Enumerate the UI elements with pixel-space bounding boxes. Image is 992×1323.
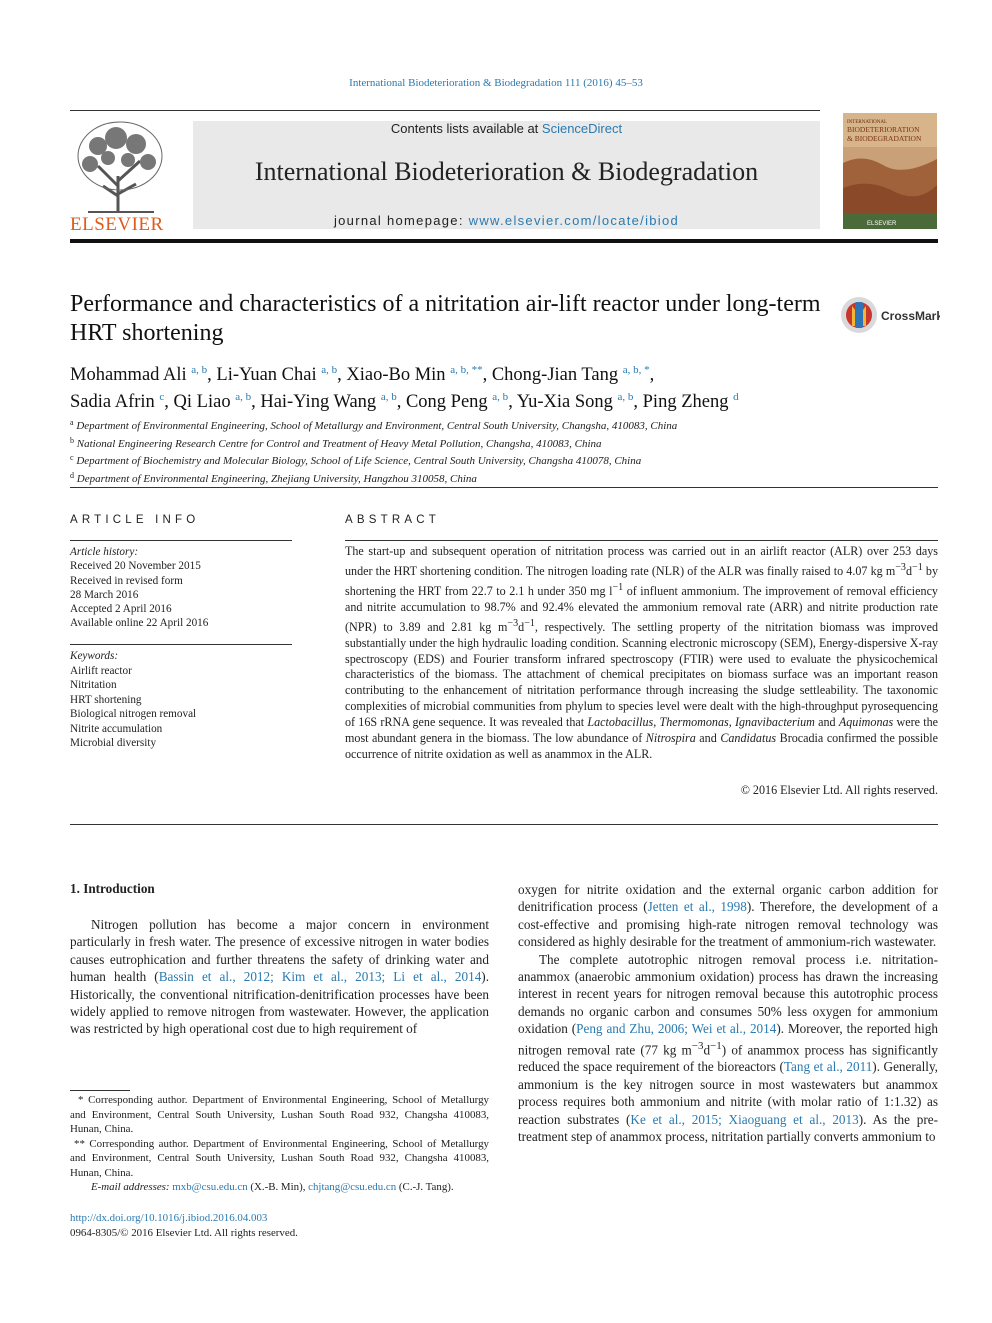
keywords-label: Keywords: xyxy=(70,650,119,662)
intro-right-column xyxy=(518,881,938,1145)
paragraph: oxygen for nitrite oxidation and the external organic carbon addition for denitrification process (Jetten et al., 1998). Therefore, the development of a cost-effective and promising high-rate nitrogen removal technology was considered as highly desirable for the treatment of ammonium-rich wastewater. xyxy=(518,882,938,950)
author-name[interactable]: Sadia Afrin xyxy=(70,392,155,412)
crossmark-badge[interactable] xyxy=(840,296,940,336)
paragraph: The complete autotrophic nitrogen removal process i.e. nitritation-anammox (anaerobic ammonium oxidation) process has drawn the increasing interest in recent years for nitrogen removal because this autotrophic process demands no organic carbon and consumes 50% less oxygen for ammonium oxidation (Peng and Zhu, 2006; Wei et al., 2014). Moreover, the reported high nitrogen removal rate (77 kg $m^{-3}d^{-1}$) of anammox process has significantly reduced the space requirement of the bioreactors (Tang et al., 2011). Generally, ammonium is the key nitrogen source in most wastewaters but anammox process requires both ammonium and nitrite (with molar ratio of 1:1.32) as reaction substrates (Ke et al., 2015; Xiaoguang et al., 2013). As the pre-treatment step of anammox process, nitritation partially converts ammonium to xyxy=(518,951,938,1145)
keyword-item: Nitritation xyxy=(70,679,117,691)
abstract-heading: ABSTRACT xyxy=(345,514,440,526)
affiliation-key: c xyxy=(70,453,74,463)
affiliation-text: Department of Biochemistry and Molecular Biology, School of Life Science, Central South University, Changsha 410078, China xyxy=(76,455,642,468)
top-rule xyxy=(70,110,820,111)
history-item: 28 March 2016 xyxy=(70,588,139,601)
affiliation-list xyxy=(70,416,938,486)
author-name[interactable]: Cong Peng xyxy=(405,392,488,412)
issn-line: 0964-8305/© 2016 Elsevier Ltd. All rights reserved. xyxy=(70,1227,298,1239)
author-name[interactable]: Hai-Ying Wang xyxy=(260,392,377,412)
author-line-2: Sadia Afrin $^c$, Qi Liao $^{a, b}$, Hai-Ying Wang $^{a, b}$, Cong Peng $^{a, b}$, Yu-Xia Song $^{a, b}$, Ping Zheng $^d$ xyxy=(70,391,739,412)
citation-link[interactable]: Ke et al., 2015; Xiaoguang et al., 2013 xyxy=(630,1111,859,1127)
journal-title: International Biodeterioration & Biodegradation xyxy=(254,157,759,186)
author-affil[interactable]: a, b xyxy=(191,364,208,376)
section-heading-introduction: 1. Introduction xyxy=(70,881,155,896)
doi-block xyxy=(70,1211,298,1241)
abstract-text: The start-up and subsequent operation of nitritation process was carried out in an airlift reactor (ALR) over 253 days under the HRT shortening condition. The nitrogen loading rate (NLR) of the ALR was finally raised to 4.07 kg $m^{-3}d^{-1}$ by shortening the HRT from 22.7 to 2.1 h under 350 mg $l^{-1}$ of influent ammonium. The improvement of removal efficiency and nitrite accumulation to 98.7% and 92.4% elevated the ammonium removal rate (ARR) and nitrite production rate (NPR) to 3.89 and 2.81 kg $m^{-3}d^{-1}$, respectively. The settling property of the nitritation biomass was improved substantially under the high hydraulic loading condition. Scanning electronic microscopy (SEM), Energy-dispersive X-ray spectroscopy (EDS) and Fourier transform infrared spectroscopy (FTIR) were used to evaluate the physicochemical characteristics of the biomass. The attachment of chemical precipitates on biomass surface was an important reason contributing to the enhancement of nitritation performance through increasing the sludge settleability. The taxonomic complexities of microbial communities from phylum to species level were dealt with the high-throughput pyrosequencing of 16S rRNA gene sequence. It was revealed that Lactobacillus, Thermomonas, Ignavibacterium and Aquimonas were the most abundant genera in the biomass. The low abundance of Nitrospira and Candidatus Brocadia confirmed the possible occurrence of nitrite oxidation as well as anammox in the ALR. xyxy=(345,544,939,761)
homepage-line xyxy=(193,213,820,228)
abstract-copyright: © 2016 Elsevier Ltd. All rights reserved. xyxy=(740,783,938,797)
doi-link[interactable]: http://dx.doi.org/10.1016/j.ibiod.2016.04.003 xyxy=(70,1212,268,1224)
elsevier-logo[interactable] xyxy=(68,116,172,234)
history-label: Article history: xyxy=(70,546,139,558)
contents-prefix: Contents lists available at xyxy=(390,121,542,136)
author-name[interactable]: Qi Liao xyxy=(173,392,231,412)
keyword-item: HRT shortening xyxy=(70,693,142,706)
history-item: Received 20 November 2015 xyxy=(70,560,201,573)
citation-link[interactable]: Jetten et al., 1998 xyxy=(647,899,747,915)
divider xyxy=(70,644,292,645)
journal-reference[interactable]: International Biodeterioration & Biodegradation 111 (2016) 45–53 xyxy=(349,77,643,89)
article-info-heading: ARTICLE INFO xyxy=(70,514,200,526)
intro-left-column: Nitrogen pollution has become a major concern in environment particularly in fresh water. The presence of excessive nitrogen in water bodies causes eutrophication and further threatens the safety of drinking water and human health (Bassin et al., 2012; Kim et al., 2013; Li et al., 2014). Historically, the conventional nitrification-denitrification processes have been widely applied to remove nitrogen from wastewater. However, the application was restricted by high operational cost due to high requirement of xyxy=(70,917,489,1037)
divider xyxy=(345,540,938,541)
divider xyxy=(70,824,938,825)
author-affil[interactable]: a, b xyxy=(492,391,509,403)
elsevier-tree-icon xyxy=(68,116,172,234)
history-item: Accepted 2 April 2016 xyxy=(70,603,172,616)
svg-text:INTERNATIONAL: INTERNATIONAL xyxy=(847,120,887,125)
email-link[interactable]: mxb@csu.edu.cn xyxy=(172,1181,248,1193)
svg-text:& BIODEGRADATION: & BIODEGRADATION xyxy=(847,134,922,143)
history-item: Available online 22 April 2016 xyxy=(70,617,209,630)
affiliation-item xyxy=(70,451,938,469)
sciencedirect-link[interactable]: ScienceDirect xyxy=(541,121,623,136)
citation-link[interactable]: Bassin et al., 2012; Kim et al., 2013; Li et al., 2014 xyxy=(158,969,482,985)
svg-text:CrossMark: CrossMark xyxy=(881,309,940,323)
author-affil[interactable]: a, b, ** xyxy=(450,364,483,376)
author-name[interactable]: Chong-Jian Tang xyxy=(491,365,619,385)
footnotes xyxy=(70,1093,489,1195)
author-affil[interactable]: a, b xyxy=(380,391,397,403)
author-name[interactable]: Xiao-Bo Min xyxy=(346,365,446,385)
keywords xyxy=(70,649,292,751)
homepage-prefix: journal homepage: xyxy=(333,213,469,228)
keyword-item: Biological nitrogen removal xyxy=(70,708,197,720)
affiliation-item xyxy=(70,469,938,487)
divider xyxy=(70,540,292,541)
homepage-link[interactable]: www.elsevier.com/locate/ibiod xyxy=(468,213,680,228)
keyword-item: Microbial diversity xyxy=(70,737,157,749)
affiliation-item xyxy=(70,416,938,434)
header-thick-rule xyxy=(70,239,938,243)
author-name[interactable]: Ping Zheng xyxy=(642,392,729,412)
affiliation-key: b xyxy=(70,435,74,445)
svg-text:ELSEVIER: ELSEVIER xyxy=(70,214,164,234)
footnote-emails: E-mail addresses: mxb@csu.edu.cn (X.-B. Min), chjtang@csu.edu.cn (C.-J. Tang). xyxy=(91,1181,454,1193)
keyword-item: Nitrite accumulation xyxy=(70,722,163,735)
author-affil[interactable]: a, b xyxy=(235,391,252,403)
affiliation-key: d xyxy=(70,470,74,480)
affiliation-text: National Engineering Research Centre for Control and Treatment of Heavy Metal Pollution, Changsha, 410083, China xyxy=(76,437,602,450)
keyword-item: Airlift reactor xyxy=(70,664,132,677)
author-affil[interactable]: d xyxy=(733,391,739,403)
contents-line xyxy=(193,121,820,136)
journal-cover-thumbnail[interactable] xyxy=(843,113,937,229)
article-title: Performance and characteristics of a nitritation air-lift reactor under long-term HRT shortening xyxy=(70,291,821,346)
author-line-1: Mohammad Ali $^{a, b}$, Li-Yuan Chai $^{a, b}$, Xiao-Bo Min $^{a, b, **}$, Chong-Jian Tang $^{a, b, *}$, xyxy=(70,364,655,385)
author-name[interactable]: Yu-Xia Song xyxy=(516,392,613,412)
footnote-rule xyxy=(70,1090,130,1091)
divider xyxy=(70,487,938,488)
affiliation-key: a xyxy=(70,418,74,427)
footnote-corresponding-1: * Corresponding author. Department of Environmental Engineering, School of Metallurgy and Environment, Central South University, Lushan South Road 932, Changsha 410083, Hunan, China. xyxy=(70,1094,489,1135)
author-affil[interactable]: a, b xyxy=(617,391,634,403)
affiliation-text: Department of Environmental Engineering, School of Metallurgy and Environment, Central South University, Changsha, 410083, China xyxy=(76,420,678,432)
citation-link[interactable]: Peng and Zhu, 2006; Wei et al., 2014 xyxy=(576,1021,777,1037)
author-affil[interactable]: c xyxy=(159,391,165,403)
email-link[interactable]: chjtang@csu.edu.cn xyxy=(308,1181,397,1193)
affiliation-text: Department of Environmental Engineering, Zhejiang University, Hangzhou 310058, China xyxy=(76,472,477,485)
footnote-corresponding-2: ** Corresponding author. Department of Environmental Engineering, School of Metallurgy and Environment, Central South University, Lushan South Road 932, Changsha 410083, Hunan, China. xyxy=(70,1137,489,1179)
svg-text:ELSEVIER: ELSEVIER xyxy=(867,221,897,227)
author-list xyxy=(70,359,938,413)
article-history xyxy=(70,545,292,631)
author-name[interactable]: Mohammad Ali xyxy=(70,365,187,385)
history-item: Received in revised form xyxy=(70,574,183,587)
author-affil[interactable]: a, b xyxy=(321,364,338,376)
citation-link[interactable]: Tang et al., 2011 xyxy=(783,1059,873,1075)
author-name[interactable]: Li-Yuan Chai xyxy=(216,365,317,385)
svg-text:BIODETERIORATION: BIODETERIORATION xyxy=(847,125,920,134)
author-affil[interactable]: a, b, * xyxy=(622,364,650,376)
affiliation-item xyxy=(70,434,938,452)
